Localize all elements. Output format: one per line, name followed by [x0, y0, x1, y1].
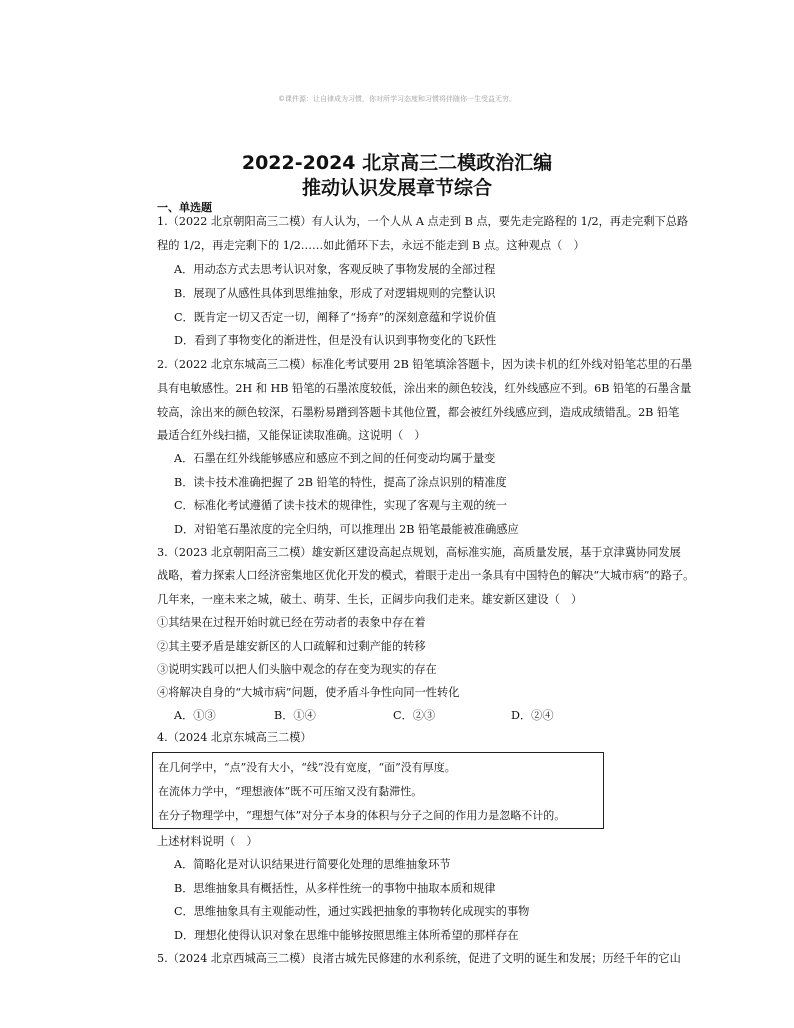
q4-option-b: B．思维抽象具有概括性，从多样性统一的事物中抽取本质和规律	[174, 882, 496, 895]
q2-option-a: A．石墨在红外线能够感应和感应不到之间的任何变动均属于量变	[174, 452, 496, 465]
q3-option-c: C．②③	[393, 709, 436, 722]
q3-statement-3: ③说明实践可以把人们头脑中观念的存在变为现实的存在	[157, 663, 437, 676]
watermark-text: ©课件源：让自律成为习惯，你对所学习态度和习惯将伴随你一生受益无穷。	[278, 95, 516, 103]
q2-line-2: 具有电敏感性。2H 和 HB 铅笔的石墨浓度较低，涂出来的颜色较浅，红外线感应不到。6B 铅笔的石墨含量	[157, 382, 692, 395]
q1-option-b: B．展现了从感性具体到思维抽象，形成了对逻辑规则的完整认识	[174, 287, 496, 300]
q2-line-1: 2.（2022 北京东城高三二模）标准化考试要用 2B 铅笔填涂答题卡，因为读卡机的红外线对铅笔芯里的石墨	[157, 358, 693, 371]
q3-line-1: 3.（2023 北京朝阳高三二模）雄安新区建设高起点规划，高标准实施，高质量发展，基于京津冀协同发展	[157, 546, 681, 559]
document-subtitle: 推动认识发展章节综合	[301, 177, 492, 199]
q3-option-d: D．②④	[511, 709, 554, 722]
q4-option-a: A．简略化是对认识结果进行简要化处理的思维抽象环节	[174, 858, 451, 871]
q2-option-c: C．标准化考试遵循了读卡技术的规律性，实现了客观与主观的统一	[174, 499, 507, 512]
document-title: 2022-2024 北京高三二模政治汇编	[241, 152, 553, 174]
q4-heading: 4.（2024 北京东城高三二模）	[157, 731, 312, 744]
q4-material-box	[152, 752, 604, 829]
q1-option-c: C．既肯定一切又否定一切，阐释了“扬弃”的深刻意蕴和学说价值	[174, 311, 497, 324]
q1-option-d: D．看到了事物变化的渐进性，但是没有认识到事物变化的飞跃性	[174, 334, 497, 347]
q4-material-line-2: 在流体力学中，“理想液体”既不可压缩又没有黏滞性。	[158, 785, 423, 798]
q3-option-b: B．①④	[274, 709, 316, 722]
q3-line-2: 战略，着力探索人口经济密集地区优化开发的模式，着眼于走出一条具有中国特色的解决“大城市病”的路子。	[157, 569, 695, 582]
q1-option-a: A．用动态方式去思考认识对象，客观反映了事物发展的全部过程	[174, 263, 496, 276]
q2-line-3: 较高，涂出来的颜色较深，石墨粉易蹭到答题卡其他位置，都会被红外线感应到，造成成绩错乱。2B 铅笔	[157, 406, 680, 419]
q4-option-c: C．思维抽象具有主观能动性，通过实践把抽象的事物转化成现实的事物	[174, 905, 530, 918]
section-heading: 一、单选题	[157, 201, 212, 214]
q3-statement-1: ①其结果在过程开始时就已经在劳动者的表象中存在着	[157, 616, 426, 629]
q4-question: 上述材料说明（ ）	[157, 835, 258, 848]
q2-option-d: D．对铅笔石墨浓度的完全归纳，可以推理出 2B 铅笔最能被准确感应	[174, 523, 519, 536]
q3-option-a: A．①③	[174, 709, 216, 722]
q2-line-4: 最适合红外线扫描，又能保证读取准确。这说明（ ）	[157, 429, 426, 442]
q4-option-d: D．理想化使得认识对象在思维中能够按照思维主体所希望的那样存在	[174, 929, 519, 942]
q3-statement-2: ②其主要矛盾是雄安新区的人口疏解和过剩产能的转移	[157, 640, 426, 653]
q2-option-b: B．读卡技术准确把握了 2B 铅笔的特性，提高了涂点识别的精准度	[174, 476, 507, 489]
q5-line-1: 5.（2024 北京西城高三二模）良渚古城先民修建的水利系统，促进了文明的诞生和发展；历经千年的它山	[157, 952, 681, 965]
q3-statement-4: ④将解决自身的“大城市病”问题，使矛盾斗争性向同一性转化	[157, 686, 460, 699]
q4-material-line-1: 在几何学中，“点”没有大小，“线”没有宽度，“面”没有厚度。	[158, 761, 456, 774]
q1-line-1: 1.（2022 北京朝阳高三二模）有人认为，一个人从 A 点走到 B 点，要先走完路程的 1/2，再走完剩下总路	[157, 215, 689, 228]
q1-line-2: 程的 1/2，再走完剩下的 1/2……如此循环下去，永远不能走到 B 点。这种观点（ ）	[157, 239, 585, 252]
q4-material-line-3: 在分子物理学中，“理想气体”对分子本身的体积与分子之间的作用力是忽略不计的。	[158, 809, 566, 822]
q3-line-3: 几年来，一座未来之城，破土、萌芽、生长，正阔步向我们走来。雄安新区建设（ ）	[157, 593, 583, 606]
